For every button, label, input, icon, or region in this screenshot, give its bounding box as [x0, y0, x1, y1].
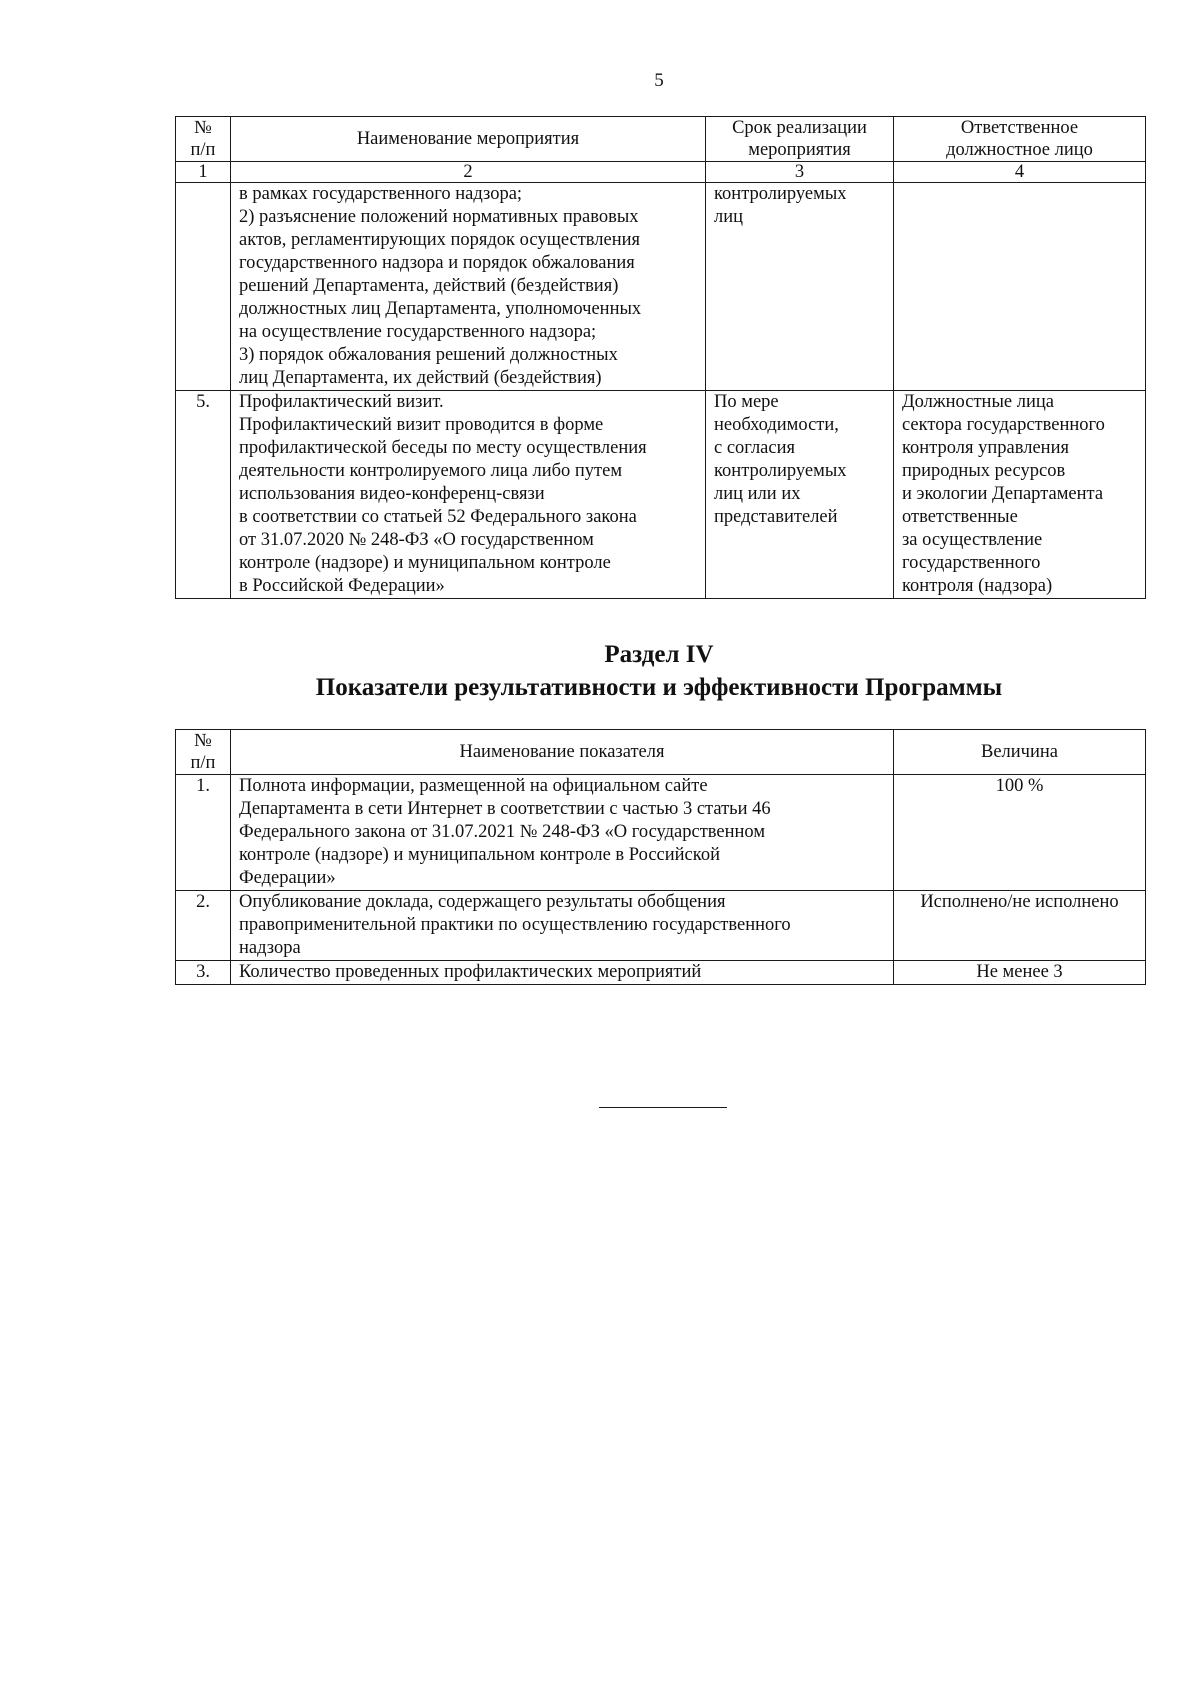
text-line: Департамента в сети Интернет в соответствии с частью 3 статьи 46 [239, 799, 771, 819]
text-line: в рамках государственного надзора; [239, 184, 523, 204]
text-line: надзора [239, 938, 301, 958]
text-line: актов, регламентирующих порядок осуществления [239, 230, 641, 250]
text-line: с согласия [714, 438, 796, 458]
header-indicator-name: Наименование показателя [231, 730, 894, 775]
text-line: профилактической беседы по месту осуществления [239, 438, 647, 458]
column-numbers-row [176, 162, 1146, 183]
text-line: Профилактический визит проводится в форме [239, 415, 604, 435]
table-header-row [176, 117, 1146, 162]
text-line: сектора государственного [902, 415, 1105, 435]
header-num [176, 117, 231, 162]
row-number: 2. [176, 891, 231, 961]
table-header-row [176, 730, 1146, 775]
text-line: решений Департамента, действий (бездействия) [239, 276, 619, 296]
text-line: природных ресурсов [902, 461, 1066, 481]
activity-name-cell [231, 183, 706, 391]
text-line: деятельности контролируемого лица либо путем [239, 461, 623, 481]
indicators-table [175, 729, 1146, 985]
header-num-line: № [194, 731, 212, 751]
activity-name-cell [231, 391, 706, 599]
term-cell [706, 183, 894, 391]
table-row-5 [176, 391, 1146, 599]
text-line: правоприменительной практики по осуществлению государственного [239, 915, 791, 935]
column-number: 2 [231, 162, 706, 183]
column-number: 3 [706, 162, 894, 183]
text-line: Федерального закона от 31.07.2021 № 248-ФЗ «О государственном [239, 822, 766, 842]
header-num [176, 730, 231, 775]
activities-table [175, 116, 1146, 599]
text-line: и экологии Департамента [902, 484, 1104, 504]
text-line: 2) разъяснение положений нормативных правовых [239, 207, 639, 227]
header-value: Величина [894, 730, 1146, 775]
term-cell [706, 391, 894, 599]
header-responsible-line: должностное лицо [946, 140, 1093, 160]
table-row [176, 775, 1146, 891]
row-number: 5. [176, 391, 231, 599]
column-number: 1 [176, 162, 231, 183]
text-line: лиц [714, 207, 744, 227]
text-line: Полнота информации, размещенной на официальном сайте [239, 776, 708, 796]
text-line: Федерации» [239, 868, 336, 888]
header-term [706, 117, 894, 162]
row-number: 1. [176, 775, 231, 891]
responsible-cell [894, 183, 1146, 391]
table-row [176, 891, 1146, 961]
text-line: использования видео-конференц-связи [239, 484, 545, 504]
header-num-line: № [194, 118, 212, 138]
header-responsible [894, 117, 1146, 162]
indicator-name-cell [231, 891, 894, 961]
indicator-name-cell [231, 961, 894, 985]
text-line: контроле (надзоре) и муниципальном контроле [239, 553, 611, 573]
section-heading [0, 638, 1200, 704]
row-number: 3. [176, 961, 231, 985]
text-line: от 31.07.2020 № 248-ФЗ «О государственном [239, 530, 594, 550]
indicator-value: 100 % [894, 775, 1146, 891]
header-term-line: Срок реализации [732, 118, 867, 138]
section-title: Раздел IV [604, 641, 714, 668]
text-line: контролируемых [714, 461, 847, 481]
text-line: лиц Департамента, их действий (бездействия) [239, 368, 602, 388]
responsible-cell [894, 391, 1146, 599]
page-number: 5 [654, 70, 664, 91]
text-line: Должностные лица [902, 392, 1054, 412]
text-line: должностных лиц Департамента, уполномоченных [239, 299, 642, 319]
text-line: По мере [714, 392, 779, 412]
header-term-line: мероприятия [748, 140, 851, 160]
text-line: Количество проведенных профилактических мероприятий [239, 962, 702, 982]
header-num-line: п/п [190, 753, 216, 773]
text-line: лиц или их [714, 484, 801, 504]
indicator-name-cell [231, 775, 894, 891]
text-line: 3) порядок обжалования решений должностных [239, 345, 618, 365]
text-line: контролируемых [714, 184, 847, 204]
text-line: в соответствии со статьей 52 Федерального закона [239, 507, 637, 527]
text-line: контроля управления [902, 438, 1069, 458]
text-line: необходимости, [714, 415, 839, 435]
header-num-line: п/п [190, 140, 216, 160]
text-line: в Российской Федерации» [239, 576, 445, 596]
indicator-value: Не менее 3 [894, 961, 1146, 985]
text-line: представителей [714, 507, 838, 527]
column-number: 4 [894, 162, 1146, 183]
text-line: контроля (надзора) [902, 576, 1053, 596]
text-line: на осуществление государственного надзора; [239, 322, 597, 342]
text-line: Профилактический визит. [239, 392, 444, 412]
text-line: за осуществление [902, 530, 1043, 550]
text-line: контроле (надзоре) и муниципальном контроле в Российской [239, 845, 720, 865]
section-subtitle: Показатели результативности и эффективности Программы [315, 674, 1003, 701]
table-row [176, 961, 1146, 985]
end-rule [599, 1107, 727, 1108]
text-line: государственного надзора и порядок обжалования [239, 253, 635, 273]
text-line: ответственные [902, 507, 1018, 527]
header-responsible-line: Ответственное [960, 118, 1079, 138]
text-line: государственного [902, 553, 1041, 573]
indicator-value: Исполнено/не исполнено [894, 891, 1146, 961]
table-row-continued [176, 183, 1146, 391]
header-activity-name: Наименование мероприятия [231, 117, 706, 162]
row-number [176, 183, 231, 391]
text-line: Опубликование доклада, содержащего результаты обобщения [239, 892, 726, 912]
